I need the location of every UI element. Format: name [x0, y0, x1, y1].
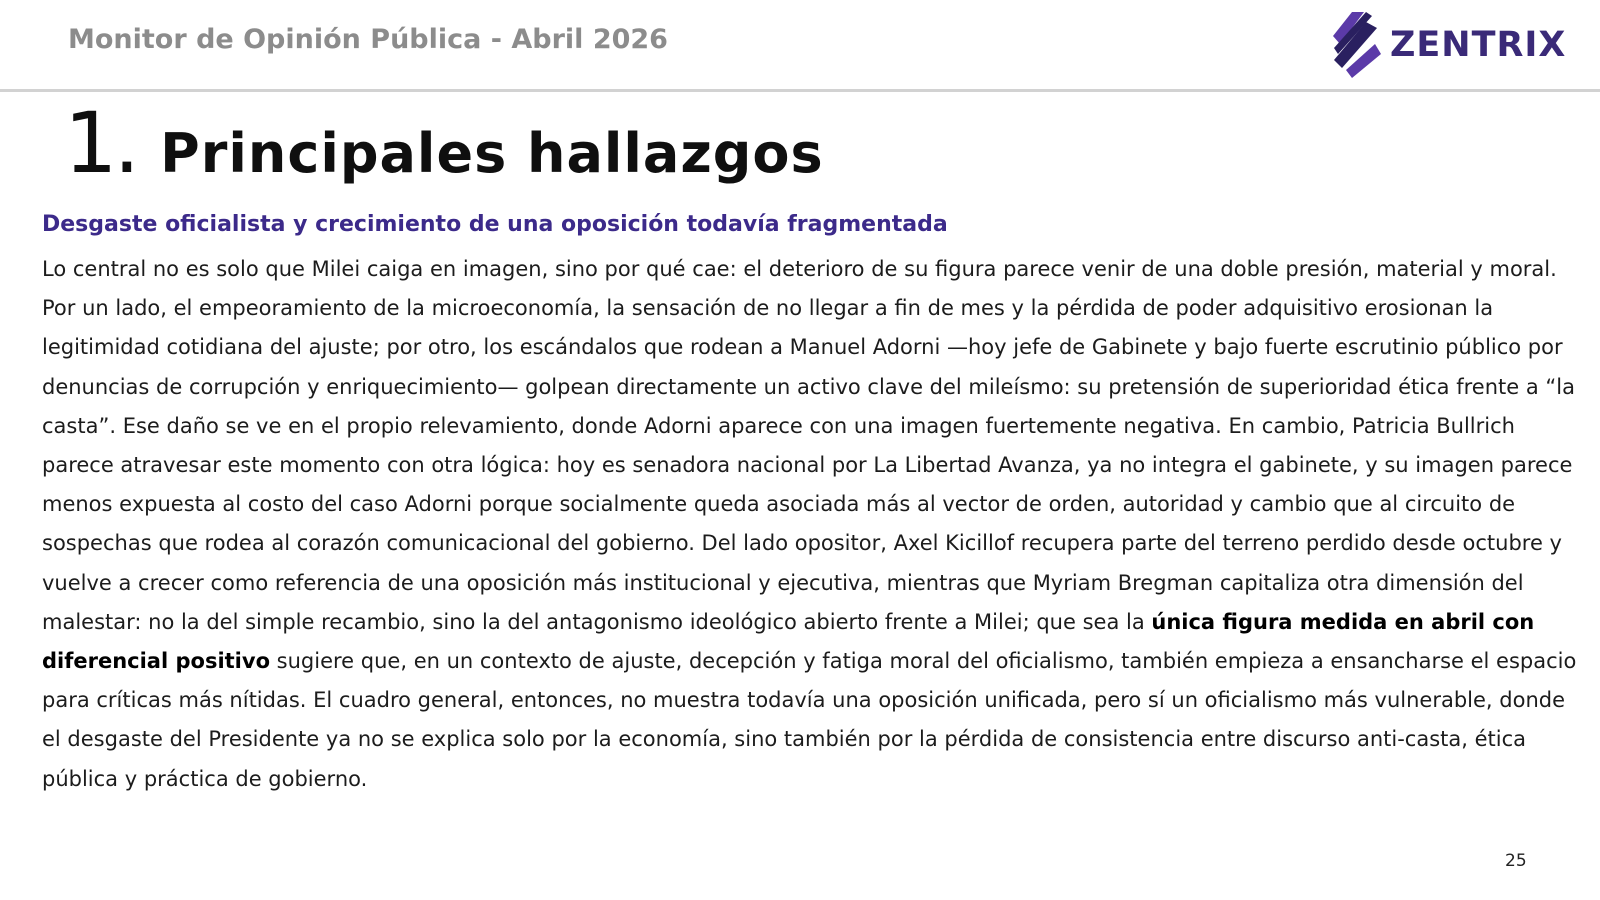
- section-subtitle: Desgaste oficialista y crecimiento de una oposición todavía fragmentada: [42, 212, 948, 237]
- section-heading: [64, 94, 824, 192]
- body-paragraph: [42, 250, 1582, 799]
- section-number: 1.: [64, 94, 137, 192]
- body-text-highlight: única figura medida en abril con diferencial positivo: [42, 609, 1535, 674]
- page-number: 25: [1505, 851, 1527, 871]
- zentrix-logo: [1330, 8, 1582, 82]
- header-divider: [0, 89, 1600, 92]
- logo-wordmark: ZENTRIX: [1390, 25, 1567, 65]
- section-title: Principales hallazgos: [160, 122, 824, 185]
- body-text-part-1: Lo central no es solo que Milei caiga en imagen, sino por qué cae: el deterioro de su figura parece venir de una doble presión, material y moral. Por un lado, el empeoramiento de la microeconomía, la sensación de no llegar a fin de mes y la pérdida de poder adquisitivo erosionan la legitimidad cotidiana del ajuste; por otro, los escándalos que rodean a Manuel Adorni —hoy jefe de Gabinete y bajo fuerte escrutinio público por denuncias de corrupción y enriquecimiento— golpean directamente un activo clave del mileísmo: su pretensión de superioridad ética frente a “la casta”. Ese daño se ve en el propio relevamiento, donde Adorni aparece con una imagen fuertemente negativa. En cambio, Patricia Bullrich parece atravesar este momento con otra lógica: hoy es senadora nacional por La Libertad Avanza, ya no integra el gabinete, y su imagen parece menos expuesta al costo del caso Adorni porque socialmente queda asociada más al vector de orden, autoridad y cambio que al circuito de sospechas que rodea al corazón comunicacional del gobierno. Del lado opositor, Axel Kicillof recupera parte del terreno perdido desde octubre y vuelve a crecer como referencia de una oposición más institucional y ejecutiva, mientras que Myriam Bregman capitaliza otra dimensión del malestar: no la del simple recambio, sino la del antagonismo ideológico abierto frente a Milei; que sea la: [42, 257, 1575, 634]
- report-header-title: Monitor de Opinión Pública - Abril 2026: [68, 24, 668, 55]
- body-text-part-2: sugiere que, en un contexto de ajuste, decepción y fatiga moral del oficialismo, también empieza a ensancharse el espacio para críticas más nítidas. El cuadro general, entonces, no muestra todavía una oposición unificada, pero sí un oficialismo más vulnerable, donde el desgaste del Presidente ya no se explica solo por la economía, sino también por la pérdida de consistencia entre discurso anti-casta, ética pública y práctica de gobierno.: [42, 649, 1577, 791]
- zentrix-slash-logo-icon: [1330, 10, 1382, 80]
